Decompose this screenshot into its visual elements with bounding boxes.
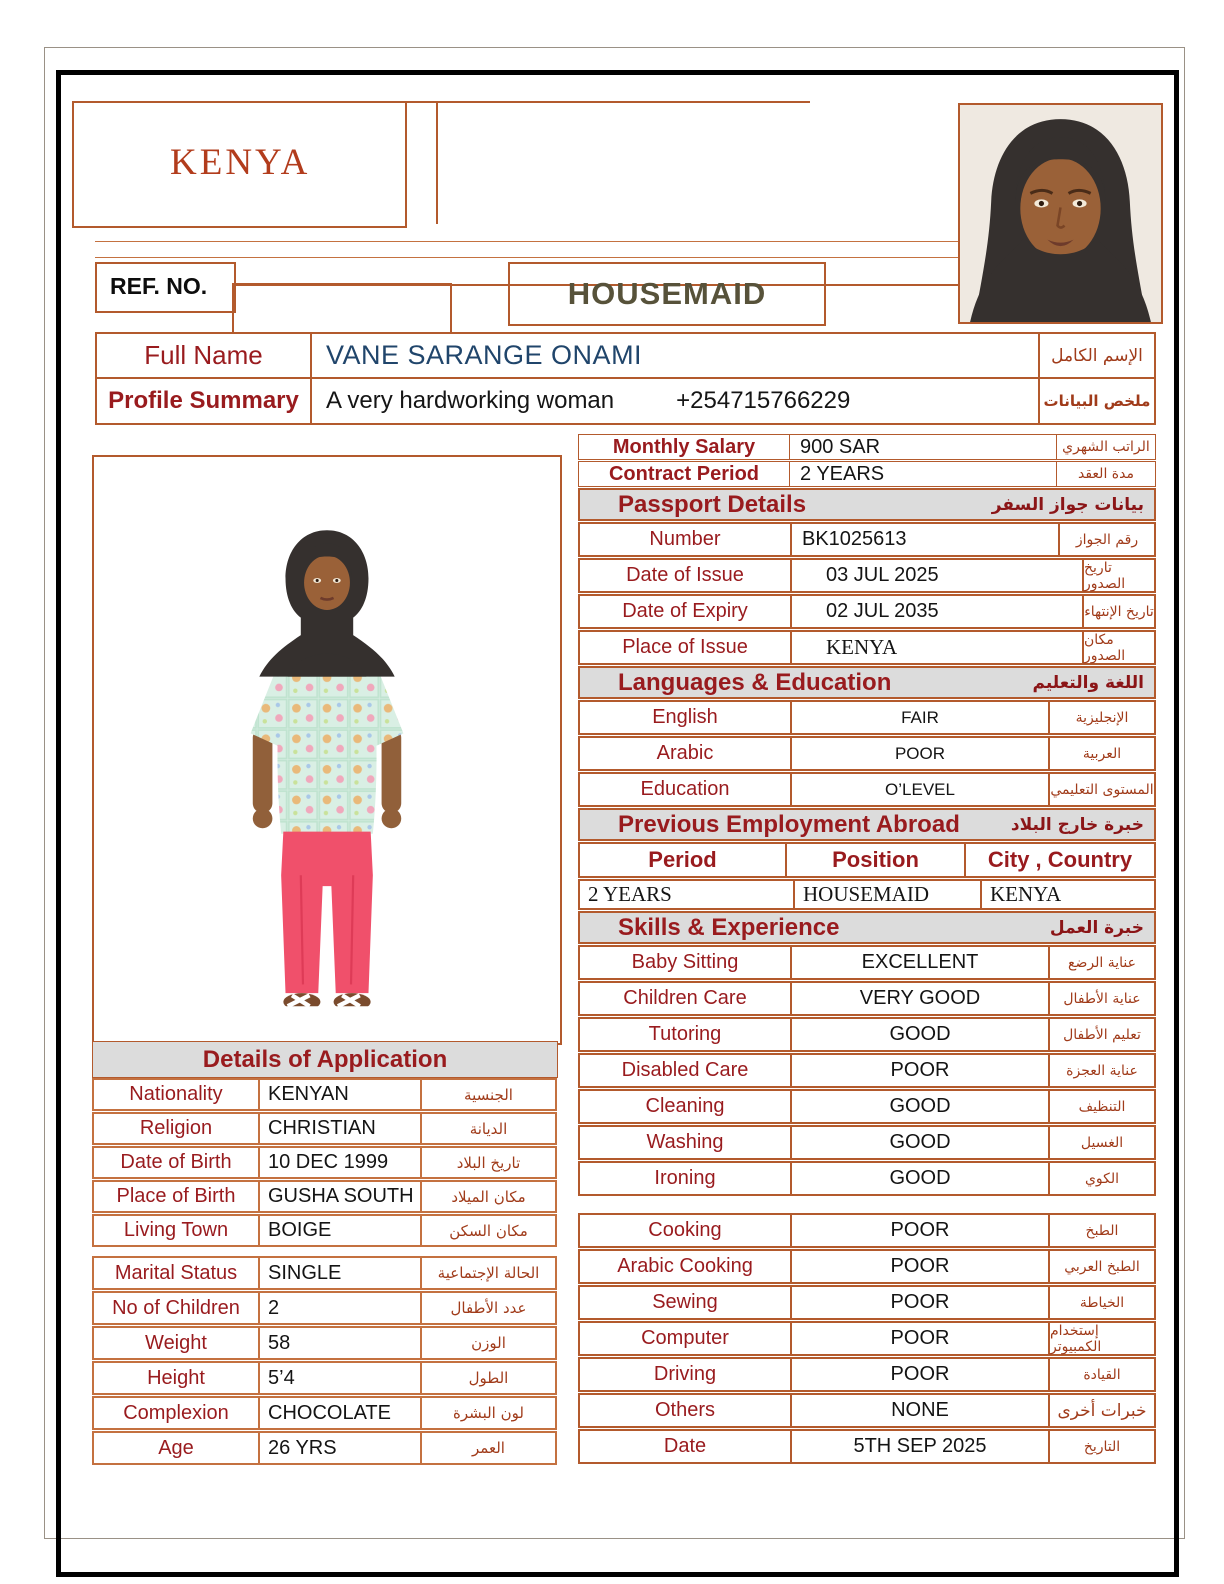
employment-col-period: Period <box>580 844 787 876</box>
field-value-date-of-issue: 03 JUL 2025 <box>792 560 1084 591</box>
row-children-care <box>578 981 1156 1016</box>
field-value-nationality: KENYAN <box>260 1080 422 1109</box>
field-arabic-baby-sitting <box>1050 947 1154 978</box>
row-washing <box>578 1125 1156 1160</box>
field-label-disabled-care: Disabled Care <box>580 1055 792 1086</box>
field-arabic-religion <box>422 1114 555 1143</box>
field-arabic-cooking-text: الطبخ <box>1085 1222 1119 1239</box>
field-label-age: Age <box>94 1433 260 1463</box>
field-arabic-baby-sitting-text: عناية الرضع <box>1068 954 1136 971</box>
row-computer <box>578 1321 1156 1356</box>
section-title-previous-employment-abroad: Previous Employment Abroad <box>618 810 960 838</box>
field-arabic-ironing-text: الكوي <box>1084 1170 1120 1187</box>
field-label-driving: Driving <box>580 1359 792 1390</box>
field-arabic-tutoring <box>1050 1019 1154 1050</box>
field-value-arabic: POOR <box>792 738 1050 769</box>
row-cooking <box>578 1213 1156 1248</box>
field-arabic-date-of-birth <box>422 1148 555 1177</box>
profile-summary-value <box>312 379 1038 423</box>
field-arabic-monthly-salary-text: الراتب الشهري <box>1062 439 1150 455</box>
phone-number: +254715766229 <box>676 387 851 414</box>
full-name-row <box>95 332 1156 379</box>
field-value-baby-sitting: EXCELLENT <box>792 947 1050 978</box>
full-name-value: VANE SARANGE ONAMI <box>326 340 643 370</box>
field-label-complexion: Complexion <box>94 1398 260 1428</box>
field-value-number: BK1025613 <box>792 524 1060 555</box>
field-arabic-cleaning <box>1050 1091 1154 1122</box>
field-arabic-arabic <box>1050 738 1154 769</box>
field-arabic-washing-text: الغسيل <box>1080 1134 1124 1151</box>
field-arabic-complexion <box>422 1398 555 1428</box>
field-value-religion: CHRISTIAN <box>260 1114 422 1143</box>
field-value-children-care: VERY GOOD <box>792 983 1050 1014</box>
row-number <box>578 522 1156 557</box>
row-sewing <box>578 1285 1156 1320</box>
employment-val-kenya: KENYA <box>990 882 1062 906</box>
section-title-languages-education: Languages & Education <box>618 668 892 696</box>
field-arabic-religion-text: الديانة <box>469 1119 508 1138</box>
field-arabic-contract-period <box>1057 462 1155 486</box>
profile-summary-arabic-cell <box>1038 379 1154 423</box>
field-arabic-place-of-issue-text: مكان الصدور <box>1084 631 1126 664</box>
field-value-washing: GOOD <box>792 1127 1050 1158</box>
details-table-upper <box>92 1078 557 1247</box>
row-place-of-birth <box>92 1180 557 1213</box>
field-label-others: Others <box>580 1395 792 1426</box>
employment-val-housemaid: HOUSEMAID <box>795 881 982 908</box>
ref-no-label: REF. NO. <box>110 273 208 299</box>
field-label-date-of-expiry: Date of Expiry <box>580 596 792 627</box>
field-arabic-place-of-birth-text: مكان الميلاد <box>451 1187 526 1206</box>
row-complexion <box>92 1396 557 1430</box>
field-label-washing: Washing <box>580 1127 792 1158</box>
employment-val-2-years: 2 YEARS <box>580 881 795 908</box>
row-contract-period <box>578 461 1156 487</box>
field-arabic-english-text: الإنجليزية <box>1075 709 1129 726</box>
field-arabic-sewing-text: الخياطة <box>1079 1294 1125 1311</box>
row-date <box>578 1429 1156 1464</box>
doc-title: HOUSEMAID <box>567 276 767 311</box>
field-label-height: Height <box>94 1363 260 1393</box>
field-value-weight: 58 <box>260 1328 422 1358</box>
row-baby-sitting <box>578 945 1156 980</box>
section-title-passport-details: Passport Details <box>618 490 807 518</box>
field-label-children-care: Children Care <box>580 983 792 1014</box>
field-value-age: 26 YRS <box>260 1433 422 1463</box>
row-date-of-issue <box>578 558 1156 593</box>
field-arabic-nationality-text: الجنسية <box>464 1085 513 1104</box>
field-arabic-cleaning-text: التنظيف <box>1078 1098 1126 1115</box>
field-label-place-of-issue: Place of Issue <box>580 632 792 663</box>
field-arabic-date <box>1050 1431 1154 1462</box>
field-value-education: O’LEVEL <box>792 774 1050 805</box>
field-label-weight: Weight <box>94 1328 260 1358</box>
field-label-nationality: Nationality <box>94 1080 260 1109</box>
row-religion <box>92 1112 557 1145</box>
row-nationality <box>92 1078 557 1111</box>
field-arabic-age <box>422 1433 555 1463</box>
field-arabic-education <box>1050 774 1154 805</box>
field-label-ironing: Ironing <box>580 1163 792 1194</box>
row-date-of-birth <box>92 1146 557 1179</box>
row-ironing <box>578 1161 1156 1196</box>
section-title-arabic-text-passport-details: بيانات جواز السفر <box>991 494 1144 515</box>
field-arabic-others <box>1050 1395 1154 1426</box>
field-arabic-weight-text: الوزن <box>471 1334 506 1352</box>
section-header-languages-education <box>578 666 1156 699</box>
profile-summary-label: Profile Summary <box>97 379 312 423</box>
field-arabic-living-town <box>422 1216 555 1245</box>
details-table-lower <box>92 1256 557 1465</box>
field-value-no-of-children: 2 <box>260 1293 422 1323</box>
field-arabic-place-of-birth <box>422 1182 555 1211</box>
doc-title-box <box>508 262 826 326</box>
field-arabic-number <box>1060 524 1154 555</box>
identity-table <box>95 332 1156 425</box>
field-value-cleaning: GOOD <box>792 1091 1050 1122</box>
field-arabic-living-town-text: مكان السكن <box>449 1221 528 1240</box>
field-arabic-computer <box>1050 1323 1154 1354</box>
country-name: KENYA <box>170 142 311 183</box>
employment-data-row <box>578 879 1156 910</box>
profile-summary-text: A very hardworking woman <box>326 387 615 414</box>
row-education <box>578 772 1156 807</box>
field-label-religion: Religion <box>94 1114 260 1143</box>
field-label-arabic-cooking: Arabic Cooking <box>580 1251 792 1282</box>
field-arabic-children-care <box>1050 983 1154 1014</box>
row-date-of-expiry <box>578 594 1156 629</box>
field-value-place-of-issue: KENYA <box>792 632 1084 663</box>
field-arabic-date-of-issue <box>1084 560 1154 591</box>
field-arabic-no-of-children-text: عدد الأطفال <box>450 1299 527 1317</box>
field-arabic-age-text: العمر <box>472 1439 505 1457</box>
field-value-place-of-birth: GUSHA SOUTH <box>260 1182 422 1211</box>
row-age <box>92 1431 557 1465</box>
field-value-sewing: POOR <box>792 1287 1050 1318</box>
field-arabic-arabic-cooking <box>1050 1251 1154 1282</box>
field-value-monthly-salary: 900 SAR <box>790 435 1057 459</box>
field-arabic-date-of-birth-text: تاريخ البلاد <box>456 1153 521 1172</box>
row-no-of-children <box>92 1291 557 1325</box>
row-place-of-issue <box>578 630 1156 665</box>
field-arabic-number-text: رقم الجواز <box>1075 531 1139 548</box>
field-label-english: English <box>580 702 792 733</box>
field-arabic-nationality <box>422 1080 555 1109</box>
field-arabic-ironing <box>1050 1163 1154 1194</box>
field-arabic-english <box>1050 702 1154 733</box>
row-english <box>578 700 1156 735</box>
field-arabic-date-text: التاريخ <box>1083 1438 1121 1455</box>
field-label-sewing: Sewing <box>580 1287 792 1318</box>
country-box <box>72 101 407 228</box>
full-name-arabic-cell <box>1038 334 1154 377</box>
field-arabic-driving-text: القيادة <box>1083 1366 1121 1383</box>
field-value-date: 5TH SEP 2025 <box>792 1431 1050 1462</box>
field-value-computer: POOR <box>792 1323 1050 1354</box>
full-name-label-arabic: الإسم الكامل <box>1051 345 1143 366</box>
profile-summary-label-arabic: ملخص البيانات <box>1043 392 1151 410</box>
field-arabic-arabic-text: العربية <box>1082 745 1122 762</box>
field-arabic-children-care-text: عناية الأطفال <box>1063 990 1141 1007</box>
field-arabic-no-of-children <box>422 1293 555 1323</box>
section-title-arabic-previous-employment-abroad <box>1011 815 1154 835</box>
field-arabic-complexion-text: لون البشرة <box>453 1404 524 1422</box>
field-label-arabic: Arabic <box>580 738 792 769</box>
passport-photo <box>958 103 1163 324</box>
field-value-contract-period: 2 YEARS <box>790 462 1057 486</box>
passport-photo-illustration <box>960 105 1161 322</box>
field-arabic-cooking <box>1050 1215 1154 1246</box>
field-label-tutoring: Tutoring <box>580 1019 792 1050</box>
full-body-photo <box>92 455 562 1045</box>
field-label-monthly-salary: Monthly Salary <box>579 435 790 459</box>
field-arabic-height-text: الطول <box>468 1369 509 1387</box>
field-arabic-weight <box>422 1328 555 1358</box>
row-marital-status <box>92 1256 557 1290</box>
field-label-date-of-issue: Date of Issue <box>580 560 792 591</box>
field-label-baby-sitting: Baby Sitting <box>580 947 792 978</box>
field-value-english: FAIR <box>792 702 1050 733</box>
ref-no-value-box <box>232 283 452 337</box>
field-arabic-sewing <box>1050 1287 1154 1318</box>
field-value-driving: POOR <box>792 1359 1050 1390</box>
section-header-skills-experience <box>578 911 1156 944</box>
row-tutoring <box>578 1017 1156 1052</box>
field-value-tutoring: GOOD <box>792 1019 1050 1050</box>
field-arabic-arabic-cooking-text: الطبخ العربي <box>1064 1258 1140 1275</box>
field-arabic-driving <box>1050 1359 1154 1390</box>
field-label-no-of-children: No of Children <box>94 1293 260 1323</box>
row-arabic-cooking <box>578 1249 1156 1284</box>
row-weight <box>92 1326 557 1360</box>
field-arabic-date-of-issue-text: تاريخ الصدور <box>1084 559 1126 592</box>
section-title-arabic-text-skills-experience: خبرة العمل <box>1049 917 1144 938</box>
field-arabic-marital-status <box>422 1258 555 1288</box>
header-top-line <box>403 101 810 103</box>
section-header-previous-employment-abroad <box>578 808 1156 841</box>
field-arabic-computer-text: إستخدام الكمبيوتر <box>1050 1322 1102 1355</box>
header-vertical-divider <box>436 101 438 224</box>
field-label-date-of-birth: Date of Birth <box>94 1148 260 1177</box>
field-value-others: NONE <box>792 1395 1050 1426</box>
field-label-education: Education <box>580 774 792 805</box>
field-value-living-town: BOIGE <box>260 1216 422 1245</box>
field-value-ironing: GOOD <box>792 1163 1050 1194</box>
row-height <box>92 1361 557 1395</box>
employment-col-city-country: City , Country <box>987 847 1133 872</box>
section-title-arabic-text-languages-education: اللغة والتعليم <box>1032 672 1144 693</box>
section-header-passport-details <box>578 488 1156 521</box>
field-label-cooking: Cooking <box>580 1215 792 1246</box>
details-of-application-title: Details of Application <box>202 1045 448 1073</box>
field-arabic-washing <box>1050 1127 1154 1158</box>
row-monthly-salary <box>578 434 1156 460</box>
section-title-arabic-languages-education <box>1033 673 1155 693</box>
employment-columns-header <box>578 842 1156 878</box>
field-label-contract-period: Contract Period <box>579 462 790 486</box>
section-title-arabic-text-previous-employment-abroad: خبرة خارج البلاد <box>1010 814 1144 835</box>
section-title-skills-experience: Skills & Experience <box>618 913 840 941</box>
field-arabic-date-of-expiry <box>1084 596 1154 627</box>
details-of-application-header <box>92 1041 558 1078</box>
field-label-date: Date <box>580 1431 792 1462</box>
ref-no-box <box>95 262 236 313</box>
field-label-number: Number <box>580 524 792 555</box>
employment-col-position: Position <box>787 844 966 876</box>
row-cleaning <box>578 1089 1156 1124</box>
section-title-arabic-passport-details <box>992 495 1154 515</box>
field-arabic-education-text: المستوى التعليمي <box>1050 781 1154 798</box>
field-arabic-place-of-issue <box>1084 632 1154 663</box>
field-label-cleaning: Cleaning <box>580 1091 792 1122</box>
field-value-marital-status: SINGLE <box>260 1258 422 1288</box>
row-others <box>578 1393 1156 1428</box>
field-value-date-of-birth: 10 DEC 1999 <box>260 1148 422 1177</box>
field-arabic-marital-status-text: الحالة الإجتماعية <box>437 1264 540 1282</box>
field-value-arabic-cooking: POOR <box>792 1251 1050 1282</box>
field-arabic-disabled-care <box>1050 1055 1154 1086</box>
field-label-marital-status: Marital Status <box>94 1258 260 1288</box>
field-label-living-town: Living Town <box>94 1216 260 1245</box>
field-arabic-date-of-expiry-text: تاريخ الإنتهاء <box>1084 603 1154 620</box>
section-title-arabic-skills-experience <box>1050 918 1154 938</box>
profile-summary-row <box>95 377 1156 425</box>
full-body-photo-illustration <box>196 511 458 1043</box>
field-label-place-of-birth: Place of Birth <box>94 1182 260 1211</box>
field-label-computer: Computer <box>580 1323 792 1354</box>
row-living-town <box>92 1214 557 1247</box>
field-value-complexion: CHOCOLATE <box>260 1398 422 1428</box>
row-arabic <box>578 736 1156 771</box>
field-value-cooking: POOR <box>792 1215 1050 1246</box>
field-arabic-disabled-care-text: عناية العجزة <box>1066 1062 1138 1079</box>
row-driving <box>578 1357 1156 1392</box>
field-arabic-others-text: خبرات أخرى <box>1057 1400 1147 1421</box>
row-disabled-care <box>578 1053 1156 1088</box>
field-arabic-monthly-salary <box>1057 435 1155 459</box>
full-name-label: Full Name <box>97 334 312 377</box>
field-value-height: 5’4 <box>260 1363 422 1393</box>
right-details-column <box>578 434 1156 1464</box>
field-arabic-contract-period-text: مدة العقد <box>1078 466 1134 482</box>
field-arabic-height <box>422 1363 555 1393</box>
field-value-disabled-care: POOR <box>792 1055 1050 1086</box>
field-arabic-tutoring-text: تعليم الأطفال <box>1063 1026 1141 1043</box>
field-value-date-of-expiry: 02 JUL 2035 <box>792 596 1084 627</box>
